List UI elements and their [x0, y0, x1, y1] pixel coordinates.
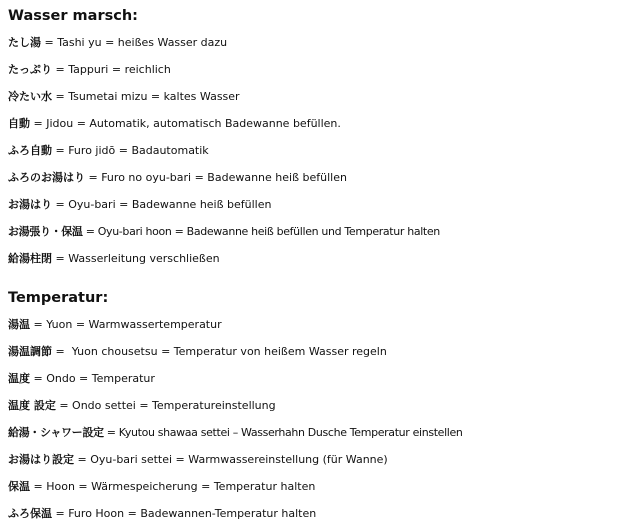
glossary-entry [8, 33, 622, 53]
section-temperature [8, 288, 622, 524]
japanese-term: 冷たい水 [8, 90, 52, 103]
glossary-entry [8, 249, 622, 269]
section-water [8, 6, 622, 269]
japanese-term: 給湯・シャワー設定 [8, 426, 104, 439]
japanese-term: 給湯柱閉 [8, 252, 52, 265]
glossary-entry [8, 396, 622, 416]
translation: = Oyu-bari settei = Warmwassereinstellung (für Wanne) [74, 453, 388, 466]
translation: = Hoon = Wärmespeicherung = Temperatur halten [30, 480, 316, 493]
japanese-term: お湯はり設定 [8, 453, 74, 466]
japanese-term: 自動 [8, 117, 30, 130]
glossary-entry [8, 141, 622, 161]
translation: = Furo no oyu-bari = Badewanne heiß befüllen [85, 171, 347, 184]
translation: = Furo Hoon = Badewannen-Temperatur halten [52, 507, 317, 520]
translation: = Oyu-bari = Badewanne heiß befüllen [52, 198, 272, 211]
translation: = Tashi yu = heißes Wasser dazu [41, 36, 228, 49]
japanese-term: たっぷり [8, 63, 52, 76]
japanese-term: 温度 設定 [8, 399, 56, 412]
glossary-entry [8, 114, 622, 134]
translation: = Yuon chousetsu = Temperatur von heißem Wasser regeln [52, 345, 387, 358]
translation: = Kyutou shawaa settei – Wasserhahn Dusche Temperatur einstellen [103, 426, 463, 439]
glossary-entry [8, 315, 622, 335]
japanese-term: ふろのお湯はり [8, 171, 85, 184]
glossary-entry [8, 504, 622, 524]
glossary-entry [8, 342, 622, 362]
japanese-term: お湯はり [8, 198, 52, 211]
glossary-entry [8, 477, 622, 497]
translation: = Ondo settei = Temperatureinstellung [55, 399, 276, 412]
japanese-term: お湯張り・保温 [8, 225, 83, 238]
japanese-term: 保温 [8, 480, 30, 493]
glossary-entry [8, 195, 622, 215]
glossary-entry [8, 87, 622, 107]
translation: = Ondo = Temperatur [30, 372, 155, 385]
section-heading: Wasser marsch: [8, 8, 138, 24]
translation: = Jidou = Automatik, automatisch Badewanne befüllen. [30, 117, 341, 130]
japanese-term: ふろ自動 [8, 144, 52, 157]
glossary-entry [8, 222, 622, 242]
section-heading: Temperatur: [8, 290, 109, 306]
translation: = Furo jidō = Badautomatik [52, 144, 209, 157]
translation: = Yuon = Warmwassertemperatur [30, 318, 222, 331]
translation: = Wasserleitung verschließen [52, 252, 220, 265]
glossary-document [8, 6, 622, 531]
glossary-entry [8, 450, 622, 470]
glossary-entry [8, 168, 622, 188]
japanese-term: 湯温調節 [8, 345, 52, 358]
glossary-entry [8, 369, 622, 389]
japanese-term: 温度 [8, 372, 30, 385]
japanese-term: たし湯 [8, 36, 41, 49]
section-spacer [8, 276, 622, 288]
translation: = Oyu-bari hoon = Badewanne heiß befüllen und Temperatur halten [82, 225, 440, 238]
translation: = Tsumetai mizu = kaltes Wasser [52, 90, 240, 103]
japanese-term: ふろ保温 [8, 507, 52, 520]
glossary-entry [8, 423, 622, 443]
glossary-entry [8, 60, 622, 80]
japanese-term: 湯温 [8, 318, 30, 331]
translation: = Tappuri = reichlich [52, 63, 171, 76]
